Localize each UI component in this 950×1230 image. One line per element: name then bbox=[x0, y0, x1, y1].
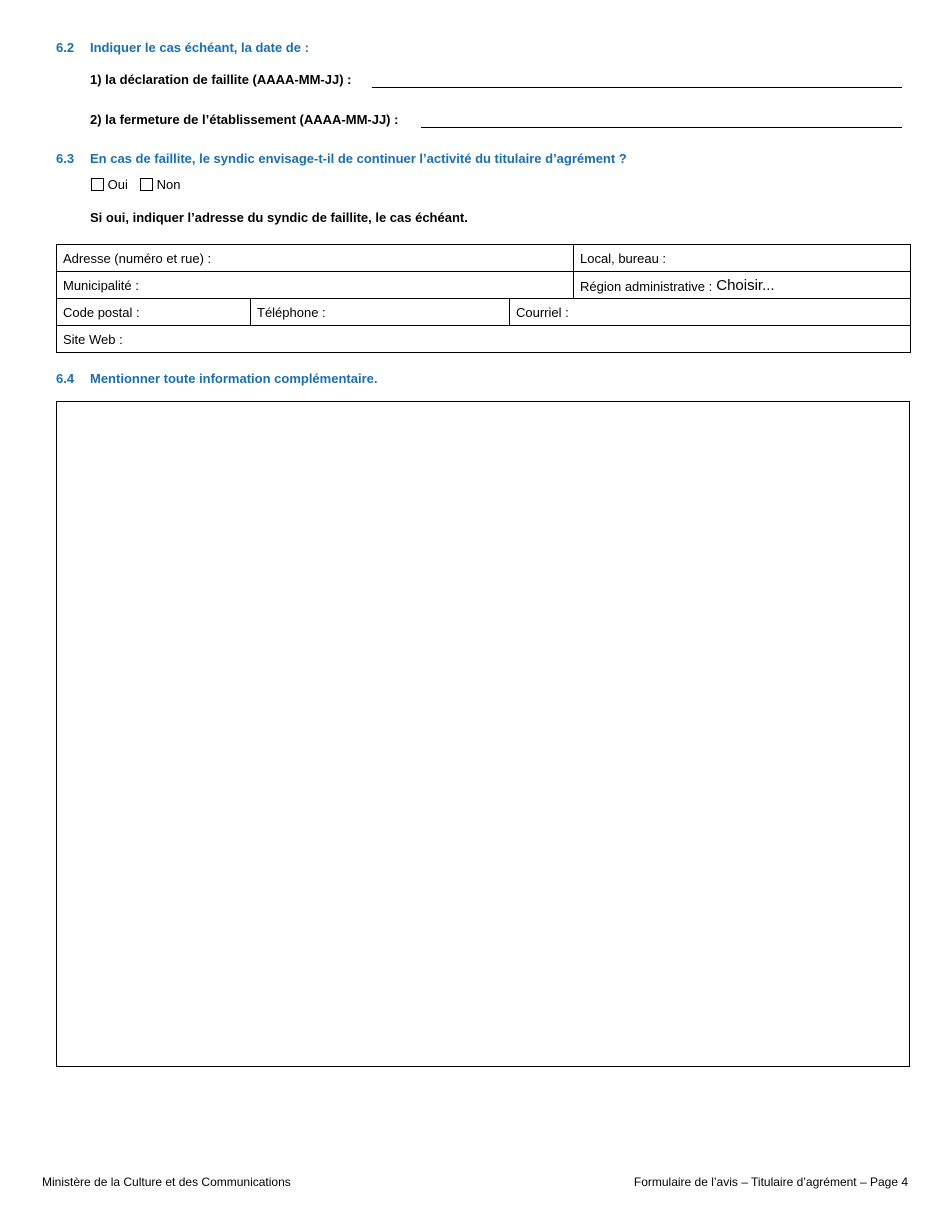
site-web-label: Site Web : bbox=[63, 331, 123, 347]
courriel-label: Courriel : bbox=[516, 304, 569, 320]
section-6-3-number: 6.3 bbox=[56, 151, 75, 166]
table-row bbox=[57, 326, 911, 353]
complementary-info-textarea[interactable] bbox=[56, 401, 910, 1067]
region-cell bbox=[574, 272, 911, 299]
table-row bbox=[57, 299, 911, 326]
footer-ministry: Ministère de la Culture et des Communications bbox=[42, 1175, 291, 1189]
municipalite-cell[interactable] bbox=[57, 272, 574, 299]
non-label: Non bbox=[156, 177, 181, 192]
region-select[interactable]: Choisir... bbox=[716, 276, 775, 294]
option-non bbox=[140, 177, 180, 192]
section-6-4-title: Mentionner toute information complémentaire. bbox=[90, 371, 378, 386]
code-postal-label: Code postal : bbox=[63, 304, 140, 320]
table-row bbox=[57, 245, 911, 272]
footer-page-info: Formulaire de l’avis – Titulaire d’agrément – Page 4 bbox=[633, 1175, 908, 1189]
oui-checkbox[interactable] bbox=[91, 178, 104, 191]
adresse-label: Adresse (numéro et rue) : bbox=[63, 250, 212, 266]
local-label: Local, bureau : bbox=[580, 250, 667, 266]
telephone-label: Téléphone : bbox=[257, 304, 326, 320]
region-label: Région administrative : bbox=[580, 278, 713, 294]
site-web-cell[interactable] bbox=[57, 326, 911, 353]
section-6-2-number: 6.2 bbox=[56, 40, 75, 55]
section-6-3-title: En cas de faillite, le syndic envisage-t-il de continuer l’activité du titulaire d’agrément ? bbox=[90, 151, 627, 166]
oui-label: Oui bbox=[107, 177, 128, 192]
non-checkbox[interactable] bbox=[140, 178, 153, 191]
option-oui bbox=[91, 177, 128, 192]
municipalite-label: Municipalité : bbox=[63, 277, 139, 293]
adresse-cell[interactable] bbox=[57, 245, 574, 272]
telephone-cell[interactable] bbox=[251, 299, 510, 326]
fermeture-date-field[interactable] bbox=[421, 113, 902, 128]
faillite-date-field[interactable] bbox=[372, 73, 902, 88]
section-6-4-number: 6.4 bbox=[56, 371, 75, 386]
section-6-2-title: Indiquer le cas échéant, la date de : bbox=[90, 40, 309, 55]
fermeture-date-label: 2) la fermeture de l’établissement (AAAA-MM-JJ) : bbox=[90, 112, 399, 127]
courriel-cell[interactable] bbox=[510, 299, 911, 326]
local-cell[interactable] bbox=[574, 245, 911, 272]
table-row bbox=[57, 272, 911, 299]
faillite-date-label: 1) la déclaration de faillite (AAAA-MM-JJ) : bbox=[90, 72, 352, 87]
code-postal-cell[interactable] bbox=[57, 299, 251, 326]
syndic-instruction: Si oui, indiquer l’adresse du syndic de faillite, le cas échéant. bbox=[90, 210, 468, 225]
syndic-address-table bbox=[56, 244, 911, 353]
